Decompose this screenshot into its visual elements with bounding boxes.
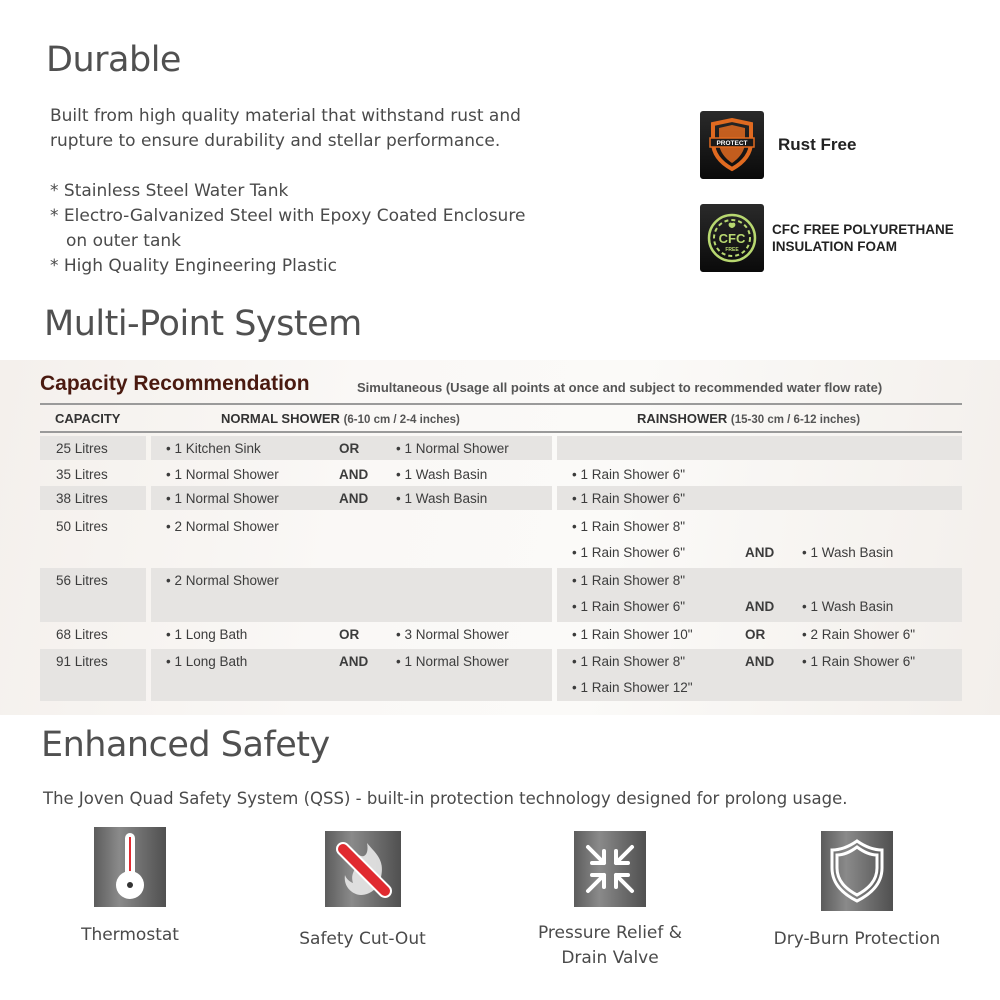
safety-item-cut-out [285,831,440,952]
feature-rust-free [700,111,856,179]
rain-item: • 1 Rain Shower 8" [572,654,685,669]
rain-item: • 1 Wash Basin [802,545,893,560]
normal-item: • 1 Long Bath [166,654,247,669]
safety-item-thermostat [55,827,205,948]
safety-label: Thermostat [81,925,179,945]
rain-item: • 2 Rain Shower 6" [802,627,915,642]
feature-label: Rust Free [778,135,857,154]
rain-conjunction: AND [745,598,775,614]
normal-item: • 2 Normal Shower [166,519,279,534]
protect-badge-text: PROTECT [716,140,748,147]
no-fire-icon [325,831,401,907]
header-normal-label: NORMAL SHOWER [221,411,340,426]
safety-heading: Enhanced Safety [41,725,330,765]
feature-label-line: INSULATION FOAM [772,239,897,254]
feature-label-line: CFC FREE POLYURETHANE [772,222,954,237]
normal-conjunction: AND [339,467,369,482]
header-rain-label: RAINSHOWER [637,411,728,426]
capacity-value: 68 Litres [56,627,108,642]
header-rain-note: (15-30 cm / 6-12 inches) [730,414,861,426]
header-rainshower [637,411,860,426]
description-line: Built from high quality material that withstand rust and [50,106,521,126]
rain-item: • 1 Rain Shower 6" [572,467,685,482]
capacity-table-subtitle: Simultaneous (Usage all points at once and subject to recommended water flow rate) [357,380,883,395]
bullet-item-continued: on outer tank [66,231,181,251]
durable-bullet-list [50,179,525,279]
normal-item: • 2 Normal Shower [166,573,279,588]
safety-label: Dry-Burn Protection [773,929,941,949]
rain-item: • 1 Rain Shower 6" [572,545,685,560]
multipoint-heading: Multi-Point System [44,304,362,344]
cfc-badge-text: CFC [718,231,746,246]
bullet-item: * Electro-Galvanized Steel with Epoxy Coated Enclosure [50,206,526,226]
rain-conjunction: AND [745,544,775,560]
normal-item: • 1 Kitchen Sink [166,441,261,456]
thermometer-icon [94,827,166,907]
rain-conjunction: OR [745,627,766,642]
shield-icon [821,831,893,911]
capacity-value: 56 Litres [56,573,108,588]
rain-item: • 1 Rain Shower 8" [572,573,685,588]
normal-item: • 1 Normal Shower [396,441,509,456]
capacity-value: 50 Litres [56,519,108,534]
safety-item-dry-burn [757,831,957,952]
normal-conjunction: AND [339,491,369,506]
rain-item: • 1 Rain Shower 8" [572,519,685,534]
shield-protect-icon [700,111,764,179]
capacity-value: 35 Litres [56,467,108,482]
header-capacity: CAPACITY [55,411,121,426]
normal-item: • 1 Wash Basin [396,467,487,482]
safety-description: The Joven Quad Safety System (QSS) - built-in protection technology designed for prolong usage. [43,789,848,808]
normal-item: • 1 Normal Shower [166,491,279,506]
normal-item: • 1 Wash Basin [396,491,487,506]
rain-cell-bg [557,436,962,460]
durable-heading: Durable [46,40,181,80]
bullet-item: * Stainless Steel Water Tank [50,181,289,201]
feature-label [772,221,954,255]
rain-item: • 1 Rain Shower 6" [572,599,685,614]
capacity-value: 91 Litres [56,654,108,669]
header-normal-note: (6-10 cm / 2-4 inches) [343,414,460,426]
normal-conjunction: OR [339,627,360,642]
normal-item: • 1 Long Bath [166,627,247,642]
description-line: rupture to ensure durability and stellar performance. [50,131,501,151]
header-normal-shower [221,411,460,426]
rain-item: • 1 Rain Shower 6" [572,491,685,506]
capacity-table-title: Capacity Recommendation [40,372,310,395]
cfc-free-icon [700,204,764,272]
rain-item: • 1 Wash Basin [802,599,893,614]
capacity-value: 38 Litres [56,491,108,506]
normal-item: • 1 Normal Shower [166,467,279,482]
rain-item: • 1 Rain Shower 6" [802,654,915,669]
normal-conjunction: AND [339,654,369,669]
durable-description [50,104,521,154]
safety-label [520,921,700,971]
safety-label-line: Drain Valve [561,948,659,968]
normal-conjunction: OR [339,441,360,456]
safety-label-line: Pressure Relief & [537,923,683,943]
header-top-rule [40,403,962,405]
feature-cfc-free [700,204,954,272]
rain-item: • 1 Rain Shower 10" [572,627,693,642]
header-bottom-rule [40,431,962,433]
rain-conjunction: AND [745,654,775,669]
normal-item: • 1 Normal Shower [396,654,509,669]
bullet-item: * High Quality Engineering Plastic [50,256,337,276]
normal-item: • 3 Normal Shower [396,627,509,642]
safety-item-pressure-relief [520,831,700,971]
cfc-badge-subtext: FREE [725,247,739,253]
pressure-arrows-icon [574,831,646,907]
rain-item: • 1 Rain Shower 12" [572,680,693,695]
capacity-value: 25 Litres [56,441,108,456]
safety-label: Safety Cut-Out [299,929,426,949]
